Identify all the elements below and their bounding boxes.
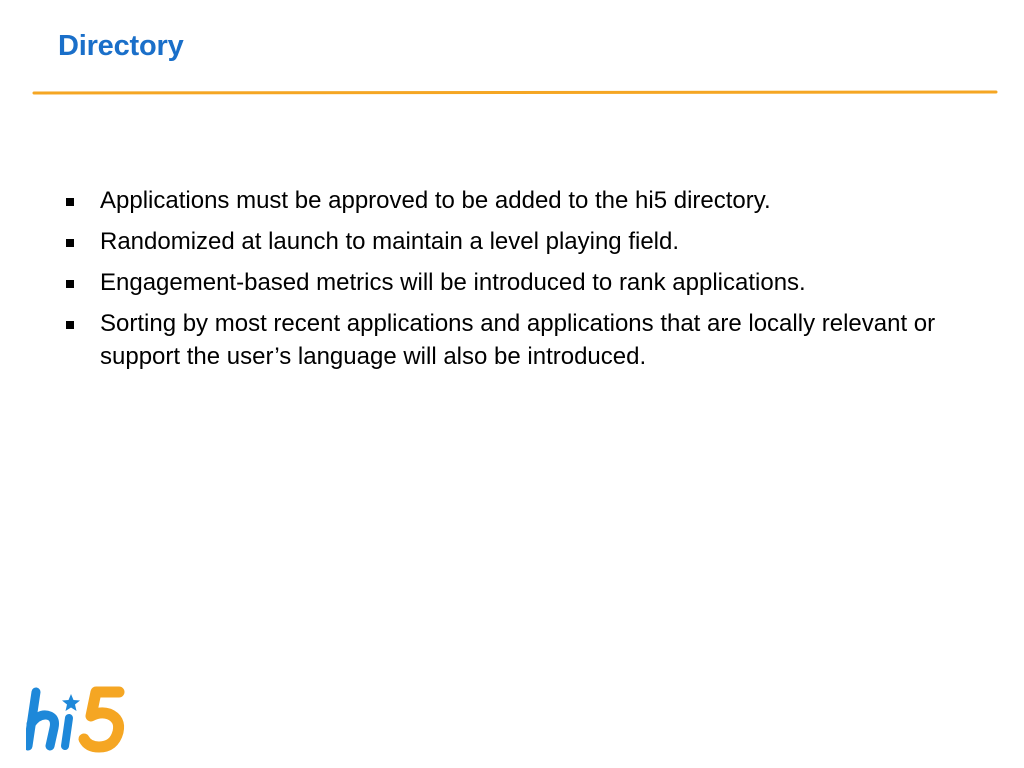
bullet-item xyxy=(60,307,960,373)
bullet-text: Engagement-based metrics will be introduced to rank applications. xyxy=(100,269,806,296)
square-bullet-icon xyxy=(66,198,74,206)
square-bullet-icon xyxy=(66,321,74,329)
bullet-item xyxy=(60,184,960,217)
bullet-item xyxy=(60,266,960,299)
bullet-text: Randomized at launch to maintain a level playing field. xyxy=(100,228,680,255)
bullet-text: Sorting by most recent applications and applications that are locally relevant or support the user’s language will also be introduced. xyxy=(100,310,936,370)
bullet-list xyxy=(60,184,960,381)
bullet-text: Applications must be approved to be added to the hi5 directory. xyxy=(100,187,771,214)
square-bullet-icon xyxy=(66,239,74,247)
hi5-logo-icon xyxy=(26,686,126,754)
bullet-item xyxy=(60,225,960,258)
slide-title: Directory xyxy=(58,30,184,62)
square-bullet-icon xyxy=(66,280,74,288)
